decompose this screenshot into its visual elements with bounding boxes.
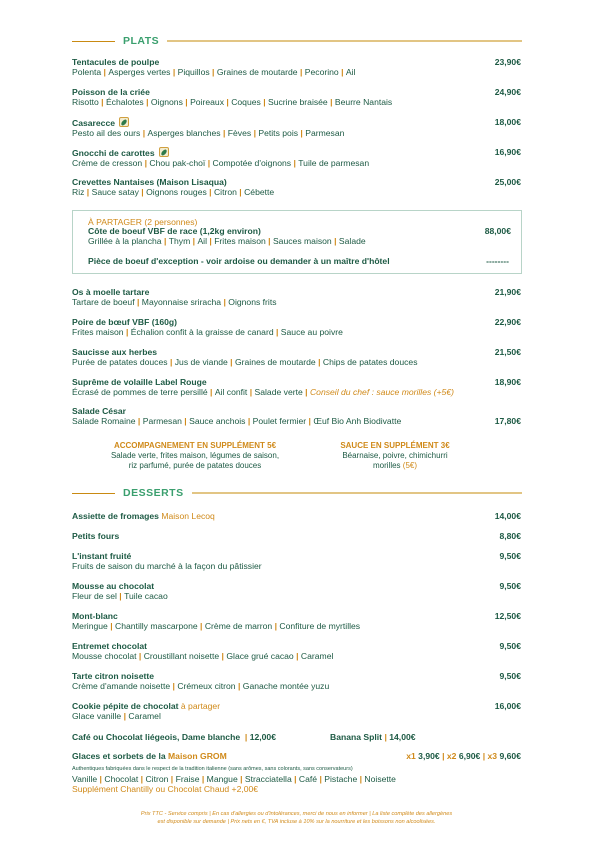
item-price: 21,50€ <box>494 347 521 357</box>
ingredient: Meringue <box>72 621 108 631</box>
separator: | <box>123 327 131 337</box>
separator: | <box>227 357 235 367</box>
ingredient: Oignons frits <box>228 297 277 307</box>
ingredient: Sauces maison <box>272 236 332 246</box>
separator: | <box>136 651 144 661</box>
ingredient: Asperges blanches <box>147 128 221 138</box>
ingredient: Stracciatella <box>244 774 292 784</box>
item-name: Cookie pépite de chocolat <box>72 701 179 711</box>
item-description <box>72 681 521 691</box>
menu-item <box>72 147 521 168</box>
accompaniment-title: ACCOMPAGNEMENT EN SUPPLÉMENT 5€ <box>113 441 277 450</box>
ingredient: Piquillos <box>177 67 210 77</box>
exception-text: Pièce de boeuf d'exception - voir ardoise ou demander à un maître d'hôtel <box>88 256 390 266</box>
ingredient: Écrasé de pommes de terre persillé <box>72 387 208 397</box>
ingredient: Fruits de saison du marché à la façon du pâtissier <box>72 561 262 571</box>
item-price: 21,90€ <box>494 287 521 297</box>
item-price: 9,50€ <box>499 671 521 681</box>
item-description <box>72 591 521 601</box>
item-description <box>72 561 521 571</box>
ingredient: Sauce au poivre <box>280 327 343 337</box>
separator: | <box>168 774 176 784</box>
glaces-supplement: Supplément Chantilly ou Chocolat Chaud +2,00€ <box>72 784 259 794</box>
separator: | <box>197 621 205 631</box>
share-box <box>72 210 522 274</box>
separator: | <box>134 297 142 307</box>
item-name-extra: à partager <box>180 701 221 711</box>
ingredient: Thym <box>168 236 191 246</box>
ingredient: Poulet fermier <box>252 416 307 426</box>
separator: | <box>84 187 92 197</box>
separator: | <box>207 236 215 246</box>
separator: | <box>265 236 273 246</box>
item-price: 88,00€ <box>484 226 511 236</box>
separator: | <box>142 158 150 168</box>
ingredient: Café <box>298 774 318 784</box>
item-name: Poire de bœuf VBF (160g) <box>72 317 178 327</box>
footer-line: Prix TTC - Service compris | En cas d'allergies ou d'intolérances, merci de nous en informer | La liste complète des allergènes <box>140 811 453 817</box>
sauce-line <box>320 461 470 471</box>
item-name: Mont-blanc <box>72 611 118 621</box>
ingredient: Parmesan <box>142 416 182 426</box>
flavors-list <box>72 774 521 784</box>
separator: | <box>235 681 243 691</box>
item-description <box>72 128 521 138</box>
ingredient: Salade Romaine <box>72 416 136 426</box>
separator: | <box>247 387 255 397</box>
separator: | <box>167 357 175 367</box>
separator: | <box>260 97 268 107</box>
separator: | <box>97 774 105 784</box>
ingredient: Pecorino <box>304 67 339 77</box>
item-description <box>72 187 521 197</box>
item-name: Salade César <box>72 406 126 416</box>
item-description <box>72 357 521 367</box>
separator: | <box>143 97 151 107</box>
glaces-row <box>72 751 521 794</box>
item-description <box>72 711 521 721</box>
ingredient: Coques <box>231 97 261 107</box>
ingredient: Chocolat <box>104 774 139 784</box>
separator: | <box>317 774 325 784</box>
separator: | <box>170 67 178 77</box>
item-price: 14,00€ <box>389 732 416 742</box>
item-name: Banana Split <box>330 732 383 742</box>
item-name: Glaces et sorbets de la <box>72 751 166 761</box>
separator: | <box>135 416 143 426</box>
separator: | <box>181 416 190 426</box>
ingredient: Oignons rouges <box>146 187 207 197</box>
vegetarian-leaf-icon <box>159 147 169 157</box>
section-header-desserts <box>72 487 522 499</box>
ingredient: Sucrine braisée <box>268 97 328 107</box>
ingredient: Ail <box>345 67 356 77</box>
item-price: 12,50€ <box>494 611 521 621</box>
separator: | <box>273 327 281 337</box>
item-price: 16,00€ <box>494 701 521 711</box>
ingredient: Fèves <box>227 128 252 138</box>
separator: | <box>199 774 207 784</box>
item-name: Petits fours <box>72 531 120 541</box>
separator: | <box>219 651 227 661</box>
separator: | <box>245 416 253 426</box>
separator: | <box>220 128 228 138</box>
separator: | <box>138 187 147 197</box>
item-name: L'instant fruité <box>72 551 132 561</box>
sauce-morilles: morilles <box>372 461 401 470</box>
ingredient: Cébette <box>244 187 275 197</box>
glaces-note: Authentiques fabriquées dans le respect de la tradition italienne (sans arômes, sans colorants, sans conservateurs) <box>72 766 353 772</box>
menu-item <box>72 117 521 138</box>
ingredient: Frites maison <box>214 236 266 246</box>
separator: | <box>291 158 299 168</box>
separator: | <box>297 67 305 77</box>
item-name: Crevettes Nantaises (Maison Lisaqua) <box>72 177 227 187</box>
accompaniment-block <box>90 441 300 471</box>
item-price: 23,90€ <box>494 57 521 67</box>
item-price: 9,50€ <box>499 641 521 651</box>
sauce-title: SAUCE EN SUPPLÉMENT 3€ <box>340 441 450 450</box>
separator: | <box>315 357 323 367</box>
menu-item <box>72 287 521 307</box>
ingredient: Polenta <box>72 67 102 77</box>
ingredient: Confiture de myrtilles <box>279 621 361 631</box>
item-price: 22,90€ <box>494 317 521 327</box>
menu-item <box>72 177 521 197</box>
ingredient: Poireaux <box>190 97 224 107</box>
ingredient: Frites maison <box>72 327 124 337</box>
share-label: À PARTAGER (2 personnes) <box>88 217 198 227</box>
exception-price: -------- <box>486 256 509 266</box>
vegetarian-leaf-icon <box>119 117 129 127</box>
menu-item <box>72 511 521 521</box>
ingredient: Salade verte <box>254 387 303 397</box>
menu-item <box>72 531 521 541</box>
separator: | <box>331 236 339 246</box>
item-price: 12,00€ <box>249 732 276 742</box>
ingredient: Crème de marron <box>204 621 273 631</box>
separator: | <box>237 774 245 784</box>
item-price: 18,00€ <box>494 117 521 127</box>
ingredient: Grillée à la plancha <box>88 236 162 246</box>
ingredient: Tartare de boeuf <box>72 297 135 307</box>
separator: | <box>357 774 365 784</box>
separator: | <box>272 621 280 631</box>
ingredient: Caramel <box>128 711 161 721</box>
item-name: Tentacules de poulpe <box>72 57 160 67</box>
item-description <box>72 621 521 631</box>
accompaniment-line: Salade verte, frites maison, légumes de saison, <box>110 451 280 460</box>
separator: | <box>140 128 148 138</box>
separator: | <box>291 774 299 784</box>
ingredient: Sauce satay <box>91 187 139 197</box>
ingredient: Purée de patates douces <box>72 357 168 367</box>
ingredient: Croustillant noisette <box>143 651 220 661</box>
item-price: 18,90€ <box>494 377 521 387</box>
separator: | <box>121 711 129 721</box>
item-price: 14,00€ <box>494 511 521 521</box>
separator: | <box>251 128 259 138</box>
item-name: Poisson de la criée <box>72 87 150 97</box>
separator: | <box>190 236 198 246</box>
ingredient: Tuile de parmesan <box>298 158 370 168</box>
menu-item <box>72 551 521 571</box>
item-description <box>72 651 521 661</box>
menu-item <box>72 641 521 661</box>
menu-item <box>72 701 521 721</box>
separator: | <box>327 97 335 107</box>
separator: | <box>116 591 125 601</box>
separator: | <box>293 651 301 661</box>
ingredient: Ail <box>197 236 207 246</box>
ingredient: Crème d'amande noisette <box>72 681 171 691</box>
separator: | <box>209 67 217 77</box>
ingredient: Citron <box>145 774 169 784</box>
ingredient: Jus de viande <box>174 357 228 367</box>
separator: | <box>101 67 109 77</box>
menu-item <box>72 671 521 691</box>
item-name: Assiette de fromages <box>72 511 159 521</box>
ingredient: Vanille <box>72 774 98 784</box>
item-brand: Maison GROM <box>168 751 227 761</box>
ingredient: Glace vanille <box>72 711 122 721</box>
separator: | <box>205 158 213 168</box>
item-name: Casarecce <box>72 118 116 128</box>
ingredient: Beurre Nantais <box>334 97 393 107</box>
item-name: Tarte citron noisette <box>72 671 154 681</box>
separator: | <box>206 187 214 197</box>
accompaniment-line: riz parfumé, purée de patates douces <box>128 461 262 470</box>
ingredient: Tuile cacao <box>124 591 168 601</box>
ingredient: Graines de moutarde <box>234 357 316 367</box>
item-description <box>72 327 521 337</box>
ingredient: Chou pak-choï <box>149 158 206 168</box>
glaces-prices: x1 3,90€ | x2 6,90€ | x3 9,60€ <box>406 751 521 761</box>
menu-item <box>72 611 521 631</box>
item-name: Os à moelle tartare <box>72 287 150 297</box>
separator: | <box>170 681 178 691</box>
ingredient: Sauce anchois <box>189 416 246 426</box>
item-name-extra: Maison Lecoq <box>161 511 215 521</box>
ingredient: Mangue <box>206 774 238 784</box>
ingredient: Mousse chocolat <box>72 651 137 661</box>
item-name: Mousse au chocolat <box>72 581 155 591</box>
ingredient: Œuf Bio Anh Biodivatte <box>313 416 402 426</box>
ingredient: Glace grué cacao <box>226 651 294 661</box>
separator: | <box>306 416 314 426</box>
separator: | <box>161 236 169 246</box>
item-name: Entremet chocolat <box>72 641 147 651</box>
menu-item <box>72 57 521 77</box>
ingredient: Crème de cresson <box>72 158 143 168</box>
ingredient: Fleur de sel <box>72 591 117 601</box>
separator: | <box>221 297 229 307</box>
footer-note <box>72 810 521 826</box>
ingredient: Ganache montée yuzu <box>242 681 330 691</box>
separator: | <box>138 774 146 784</box>
ingredient: Parmesan <box>305 128 345 138</box>
ingredient: Crémeux citron <box>177 681 236 691</box>
separator: | <box>236 187 245 197</box>
section-header-plats <box>72 35 522 47</box>
section-title: PLATS <box>123 35 160 47</box>
item-price: 25,00€ <box>494 177 521 187</box>
sauce-line: Béarnaise, poivre, chimichurri <box>342 451 448 460</box>
footer-line: est disponible sur demande | Prix nets en €, TVA incluse à 10% sur la nourriture et les boissons non alcoolisées. <box>157 819 436 825</box>
item-name: Côte de boeuf VBF de race (1,2kg environ) <box>88 226 261 236</box>
separator: | <box>98 97 106 107</box>
separator: | <box>338 67 346 77</box>
ingredient: Échalion confit à la graisse de canard <box>130 327 274 337</box>
menu-item <box>72 377 521 397</box>
item-price: 17,80€ <box>494 416 521 426</box>
menu-item <box>72 317 521 337</box>
item-price: 8,80€ <box>499 531 521 541</box>
ingredient: Caramel <box>300 651 334 661</box>
item-price: 9,50€ <box>499 581 521 591</box>
ingredient: Riz <box>72 187 85 197</box>
item-description <box>72 158 521 168</box>
sauce-morilles-price: (5€) <box>402 461 418 470</box>
item-name: Café ou Chocolat liégeois, Dame blanche <box>72 732 241 742</box>
item-description <box>72 97 521 107</box>
item-price: 9,50€ <box>499 551 521 561</box>
ingredient: Pesto ail des ours <box>72 128 141 138</box>
separator: | <box>224 97 232 107</box>
item-name: Gnocchi de carottes <box>72 148 155 158</box>
ingredient: Asperges vertes <box>108 67 171 77</box>
ingredient: Noisette <box>364 774 396 784</box>
item-description: Écrasé de pommes de terre persillé | Ail confit | Salade verte | Conseil du chef : sauce morilles (+5€) <box>72 387 454 397</box>
sauce-block <box>320 441 470 471</box>
ingredient: Mayonnaise sriracha <box>141 297 222 307</box>
item-price: 16,90€ <box>494 147 521 157</box>
item-description <box>88 236 366 246</box>
ingredient: Oignons <box>150 97 183 107</box>
liegeois-row: Café ou Chocolat liégeois, Dame blanche | 12,00€ Banana Split | 14,00€ <box>72 732 416 742</box>
ingredient: Échalotes <box>105 97 144 107</box>
ingredient: Salade <box>338 236 366 246</box>
ingredient: Chips de patates douces <box>322 357 418 367</box>
ingredient: Citron <box>213 187 237 197</box>
separator: | <box>298 128 306 138</box>
item-name: Saucisse aux herbes <box>72 347 158 357</box>
menu-item <box>72 87 521 107</box>
separator: | <box>182 97 191 107</box>
ingredient: Pistache <box>324 774 358 784</box>
ingredient: Chantilly mascarpone <box>115 621 198 631</box>
ingredient: Risotto <box>72 97 99 107</box>
menu-item <box>72 406 521 426</box>
ingredient: Graines de moutarde <box>216 67 298 77</box>
ingredient: Fraise <box>175 774 200 784</box>
separator: | <box>107 621 116 631</box>
item-description <box>72 416 521 426</box>
ingredient: Compotée d'oignons <box>212 158 292 168</box>
menu-item <box>72 347 521 367</box>
ingredient: Petits pois <box>258 128 299 138</box>
separator: | <box>207 387 215 397</box>
section-title: DESSERTS <box>123 487 184 499</box>
menu-item <box>72 581 521 601</box>
item-description <box>72 297 521 307</box>
item-name: Suprême de volaille Label Rouge <box>72 377 207 387</box>
item-description <box>72 67 521 77</box>
ingredient: Ail confit <box>214 387 248 397</box>
chef-tip: Conseil du chef : sauce morilles (+5€) <box>309 387 454 397</box>
item-price: 24,90€ <box>494 87 521 97</box>
